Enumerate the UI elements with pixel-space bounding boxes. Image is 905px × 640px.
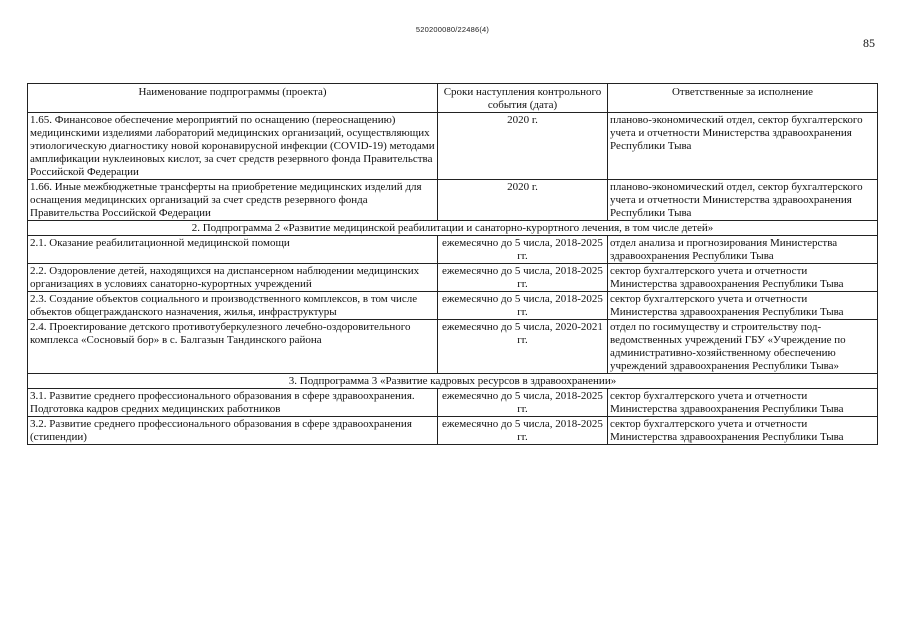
- table-row: [28, 236, 878, 264]
- cell-name: 2.4. Проектирование детского противотуберкулезного лечебно-оздоровительного комплекса «Сосновый бор» в с. Балгазын Тандинского района: [28, 320, 438, 374]
- cell-responsible: планово-экономический отдел, сектор бухгалтерского учета и отчетности Министерства здравоохранения Республики Тыва: [608, 113, 878, 180]
- cell-date: ежемесячно до 5 числа, 2018-2025 гг.: [438, 292, 608, 320]
- cell-date: 2020 г.: [438, 180, 608, 221]
- cell-date: 2020 г.: [438, 113, 608, 180]
- cell-name: 1.66. Иные межбюджетные трансферты на приобретение медицинских изделий для оснащения медицинских организаций за счет средств резервного фонда Правительства Российской Федерации: [28, 180, 438, 221]
- section-title: 2. Подпрограмма 2 «Развитие медицинской реабилитации и санаторно-курортного лечения, в том числе детей»: [28, 221, 878, 236]
- cell-date: ежемесячно до 5 числа, 2018-2025 гг.: [438, 236, 608, 264]
- cell-name: 2.2. Оздоровление детей, находящихся на диспансерном наблюдении медицинских организациях в условиях санаторно-курортных учреждений: [28, 264, 438, 292]
- section-row: [28, 221, 878, 236]
- cell-name: 2.3. Создание объектов социального и производственного комплексов, в том числе объектов общегражданского назначения, жилья, инфраструктуры: [28, 292, 438, 320]
- cell-name: 1.65. Финансовое обеспечение мероприятий по оснащению (переоснащению) медицинскими изделиями лабораторий медицинских организаций, осуществляющих этиологическую диагностику новой коронавирусной инфекции (COVID-19) методами амплификации нуклеиновых кислот, за счет средств резервного фонда Правительства Российской Федерации: [28, 113, 438, 180]
- cell-name: 2.1. Оказание реабилитационной медицинской помощи: [28, 236, 438, 264]
- cell-date: ежемесячно до 5 числа, 2018-2025 гг.: [438, 264, 608, 292]
- table-row: [28, 113, 878, 180]
- table-row: [28, 180, 878, 221]
- document-code: 520200080/22486(4): [415, 25, 490, 34]
- cell-date: ежемесячно до 5 числа, 2018-2025 гг.: [438, 417, 608, 445]
- cell-responsible: сектор бухгалтерского учета и отчетности Министерства здравоохранения Республики Тыва: [608, 264, 878, 292]
- page-number: 85: [863, 36, 875, 50]
- section-row: [28, 374, 878, 389]
- header-date: Сроки наступления контрольного события (дата): [438, 84, 608, 113]
- cell-responsible: отдел по госимуществу и строительству подведомственных учреждений ГБУ «Учреждение по административно-хозяйственному обеспечению учреждений здравоохранения Республики Тыва»: [608, 320, 878, 374]
- table-row: [28, 389, 878, 417]
- cell-name: 3.1. Развитие среднего профессионального образования в сфере здравоохранения. Подготовка кадров средних медицинских работников: [28, 389, 438, 417]
- table-body: [28, 113, 878, 445]
- table-row: [28, 320, 878, 374]
- cell-name: 3.2. Развитие среднего профессионального образования в сфере здравоохранения (стипендии): [28, 417, 438, 445]
- table-row: [28, 292, 878, 320]
- header-responsible: Ответственные за исполнение: [608, 84, 878, 113]
- section-title: 3. Подпрограмма 3 «Развитие кадровых ресурсов в здравоохранении»: [28, 374, 878, 389]
- cell-responsible: сектор бухгалтерского учета и отчетности Министерства здравоохранения Республики Тыва: [608, 389, 878, 417]
- table-row: [28, 417, 878, 445]
- cell-date: ежемесячно до 5 числа, 2020-2021 гг.: [438, 320, 608, 374]
- table-row: [28, 264, 878, 292]
- cell-responsible: сектор бухгалтерского учета и отчетности Министерства здравоохранения Республики Тыва: [608, 292, 878, 320]
- cell-responsible: планово-экономический отдел, сектор бухгалтерского учета и отчетности Министерства здравоохранения Республики Тыва: [608, 180, 878, 221]
- table-header-row: [28, 84, 878, 113]
- cell-responsible: сектор бухгалтерского учета и отчетности Министерства здравоохранения Республики Тыва: [608, 417, 878, 445]
- cell-responsible: отдел анализа и прогнозирования Министерства здравоохранения Республики Тыва: [608, 236, 878, 264]
- header-name: Наименование подпрограммы (проекта): [28, 84, 438, 113]
- cell-date: ежемесячно до 5 числа, 2018-2025 гг.: [438, 389, 608, 417]
- program-table: [27, 83, 878, 445]
